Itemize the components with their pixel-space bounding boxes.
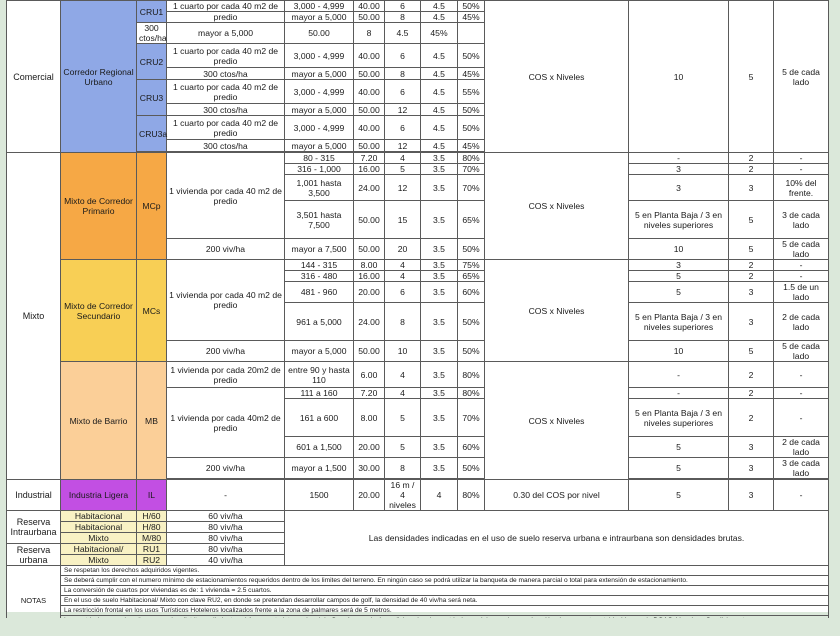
restriction-front-cell: 5 [629, 437, 729, 458]
density-cell: 200 viv/ha [167, 239, 285, 260]
restriction-front-cell: 5 [629, 480, 729, 511]
front-cell: 40.00 [354, 44, 385, 68]
note-line: Se deberá cumplir con el numero mínimo de estacionamientos requeridos dentro de los limites del terreno. En ningún caso se podrá utilizar la banqueta de manera parcial o total para extensión de estacionamiento. [61, 576, 829, 586]
table-row [7, 511, 829, 522]
height-cell: 3.5 [421, 175, 458, 201]
zone-mixto: Mixto [61, 533, 137, 544]
restriction-rear-cell: 2 [729, 399, 774, 437]
area-cell: 316 - 1,000 [285, 164, 354, 175]
levels-cell: 8 [385, 458, 421, 479]
area-cell: 481 - 960 [285, 282, 354, 303]
front-cell: 50.00 [354, 104, 385, 116]
height-cell: 3.5 [421, 164, 458, 175]
restriction-side-cell: 5 de cada lado [774, 1, 829, 153]
restriction-rear-cell: 2 [729, 362, 774, 388]
restriction-front-cell: 5 en Planta Baja / 3 en niveles superiores [629, 303, 729, 341]
restriction-side-cell: 5 de cada lado [774, 239, 829, 260]
levels-cell: 16 m / 4 niveles [385, 480, 421, 511]
restriction-front-cell: - [629, 153, 729, 164]
area-cell: 601 a 1,500 [285, 437, 354, 458]
levels-cell: 8 [385, 68, 421, 80]
zone-mixto-corredor-secundario: Mixto de Corredor Secundario [61, 260, 137, 362]
category-industrial: Industrial [7, 480, 61, 511]
zone-code: H/80 [137, 522, 167, 533]
levels-cell: 4 [385, 362, 421, 388]
zoning-table-sheet [6, 0, 828, 612]
area-cell: 111 a 160 [285, 388, 354, 399]
table-row [7, 596, 829, 606]
front-cell: 50.00 [354, 201, 385, 239]
front-cell: 30.00 [354, 458, 385, 479]
zone-mixto-barrio: Mixto de Barrio [61, 362, 137, 480]
density-cell: 1 cuarto por cada 40 m2 de predio [167, 116, 285, 140]
table-row [7, 260, 829, 271]
levels-cell: 20 [385, 239, 421, 260]
front-cell: 24.00 [354, 175, 385, 201]
density-cell: 200 viv/ha [167, 458, 285, 479]
cos-cell: 55% [458, 80, 485, 104]
table-row [7, 153, 829, 164]
restriction-side-cell: - [774, 260, 829, 271]
restriction-front-cell: 5 [629, 458, 729, 479]
restriction-rear-cell: 5 [729, 341, 774, 362]
cos-cell: 45% [458, 140, 485, 152]
levels-cell: 5 [385, 399, 421, 437]
restriction-side-cell: 3 de cada lado [774, 458, 829, 479]
zone-habitacional: Habitacional [61, 522, 137, 533]
restriction-front-cell: 5 [629, 271, 729, 282]
restriction-rear-cell: 2 [729, 388, 774, 399]
note-line: Se respetan los derechos adquiridos vigentes. [61, 566, 829, 576]
cos-cell: 80% [458, 388, 485, 399]
zoning-table [6, 0, 829, 636]
levels-cell: 6 [385, 44, 421, 68]
restriction-rear-cell: 2 [729, 271, 774, 282]
height-cell: 3.5 [421, 201, 458, 239]
cus-cell: COS x Niveles [485, 153, 629, 260]
front-cell: 7.20 [354, 388, 385, 399]
cus-cell: COS x Niveles [485, 260, 629, 362]
cos-cell: 50% [458, 239, 485, 260]
front-cell: 7.20 [354, 153, 385, 164]
cos-cell: 80% [458, 153, 485, 164]
front-cell: 16.00 [354, 271, 385, 282]
front-cell: 40.00 [354, 116, 385, 140]
front-cell: 50.00 [354, 68, 385, 80]
zone-code: MCp [137, 153, 167, 260]
levels-cell: 5 [385, 437, 421, 458]
cos-cell: 45% [421, 23, 458, 44]
zone-code: MB [137, 362, 167, 480]
levels-cell: 8 [354, 23, 385, 44]
height-cell: 4 [421, 480, 458, 511]
unit-code: CRU2 [137, 44, 167, 80]
density-cell: 300 ctos/ha [137, 23, 167, 44]
density-cell: 300 ctos/ha [167, 104, 285, 116]
area-cell: mayor a 5,000 [285, 341, 354, 362]
height-cell: 3.5 [421, 271, 458, 282]
height-cell: 4.5 [421, 80, 458, 104]
restriction-front-cell: 10 [629, 1, 729, 153]
note-line: En el uso de suelo Habitacional/ Mixto con clave RU2, en donde se pretendan desarrollar campos de golf, la densidad de 40 viv/ha será neta. [61, 596, 829, 606]
cos-cell: 60% [458, 282, 485, 303]
cos-cell: 50% [458, 341, 485, 362]
unit-code: CRU3a [137, 116, 167, 152]
cos-cell: 50% [458, 458, 485, 479]
levels-cell: 5 [385, 164, 421, 175]
levels-cell: 8 [385, 12, 421, 23]
height-cell: 3.5 [421, 153, 458, 164]
height-cell: 3.5 [421, 437, 458, 458]
zone-code: RU1 [137, 544, 167, 555]
cos-cell: 65% [458, 201, 485, 239]
levels-cell: 4 [385, 153, 421, 164]
restriction-rear-cell: 3 [729, 282, 774, 303]
cos-cell: 50% [458, 303, 485, 341]
density-cell: 1 vivienda por cada 40m2 de predio [167, 388, 285, 458]
restriction-front-cell: 10 [629, 341, 729, 362]
cos-cell: 70% [458, 164, 485, 175]
table-row [7, 606, 829, 616]
levels-cell: 12 [385, 175, 421, 201]
cus-cell: COS x Niveles [485, 362, 629, 480]
cos-cell: 50% [458, 104, 485, 116]
restriction-front-cell: - [629, 388, 729, 399]
cos-cell: 80% [458, 362, 485, 388]
zone-habitacional: Habitacional/ [61, 544, 137, 555]
height-cell: 4.5 [421, 1, 458, 12]
restriction-rear-cell: 5 [729, 201, 774, 239]
height-cell: 3.5 [421, 388, 458, 399]
cos-cell: 70% [458, 175, 485, 201]
density-cell: 80 viv/ha [167, 544, 285, 555]
area-cell: mayor a 5,000 [285, 140, 354, 152]
restriction-side-cell: 2 de cada lado [774, 303, 829, 341]
restriction-front-cell: 3 [629, 175, 729, 201]
front-cell: 50.00 [354, 12, 385, 23]
table-row [7, 480, 829, 511]
restriction-side-cell: - [774, 388, 829, 399]
front-cell: 50.00 [354, 140, 385, 152]
density-cell: 1 vivienda por cada 20m2 de predio [167, 362, 285, 388]
levels-cell: 12 [385, 140, 421, 152]
front-cell: 50.00 [354, 239, 385, 260]
restriction-rear-cell: 2 [729, 260, 774, 271]
levels-cell: 6 [385, 1, 421, 12]
zone-code: RU2 [137, 555, 167, 566]
density-cell: 1 cuarto por cada 40 m2 de [167, 1, 285, 12]
density-cell: 1 cuarto por cada 40 m2 de predio [167, 44, 285, 68]
levels-cell: 4 [385, 260, 421, 271]
area-cell: mayor a 5,000 [285, 68, 354, 80]
area-cell: 1,001 hasta 3,500 [285, 175, 354, 201]
density-cell: predio [167, 12, 285, 23]
category-mixto: Mixto [7, 153, 61, 480]
height-cell: 3.5 [421, 303, 458, 341]
restriction-front-cell: 3 [629, 164, 729, 175]
restriction-side-cell: - [774, 164, 829, 175]
restriction-side-cell: - [774, 271, 829, 282]
levels-cell: 4 [385, 271, 421, 282]
table-row [7, 1, 829, 12]
area-cell: 3,000 - 4,999 [285, 80, 354, 104]
front-cell: 50.00 [285, 23, 354, 44]
table-row [7, 362, 829, 388]
density-cell: 300 ctos/ha [167, 140, 285, 152]
notes-label: NOTAS [7, 566, 61, 636]
levels-cell: 10 [385, 341, 421, 362]
front-cell: 20.00 [354, 437, 385, 458]
levels-cell: 6 [385, 282, 421, 303]
category-reserva-urbana: Reserva urbana [7, 544, 61, 566]
area-cell: 80 - 315 [285, 153, 354, 164]
height-cell: 4.5 [421, 116, 458, 140]
area-cell: mayor a 5,000 [285, 104, 354, 116]
height-cell: 4.5 [421, 104, 458, 116]
height-cell: 3.5 [421, 282, 458, 303]
restriction-side-cell: 5 de cada lado [774, 341, 829, 362]
zone-habitacional: Habitacional [61, 511, 137, 522]
table-row [7, 566, 829, 576]
front-cell: 16.00 [354, 164, 385, 175]
restriction-front-cell: - [629, 362, 729, 388]
restriction-side-cell: 2 de cada lado [774, 437, 829, 458]
cos-cell: 65% [458, 271, 485, 282]
cos-cell: 60% [458, 437, 485, 458]
restriction-front-cell: 10 [629, 239, 729, 260]
restriction-front-cell: 3 [629, 260, 729, 271]
area-cell: 3,501 hasta 7,500 [285, 201, 354, 239]
zone-corredor-regional-urbano: Corredor Regional Urbano [61, 1, 137, 153]
restriction-rear-cell: 2 [729, 164, 774, 175]
area-cell: mayor a 7,500 [285, 239, 354, 260]
height-cell: 3.5 [421, 458, 458, 479]
front-cell: 8.00 [354, 399, 385, 437]
density-cell: 40 viv/ha [167, 555, 285, 566]
front-cell: 8.00 [354, 260, 385, 271]
area-cell: 3,000 - 4,999 [285, 44, 354, 68]
levels-cell: 15 [385, 201, 421, 239]
height-cell: 3.5 [421, 399, 458, 437]
restriction-rear-cell: 3 [729, 303, 774, 341]
levels-cell: 6 [385, 116, 421, 140]
restriction-rear-cell: 3 [729, 480, 774, 511]
density-cell: - [167, 480, 285, 511]
density-cell: 200 viv/ha [167, 341, 285, 362]
restriction-side-cell: - [774, 362, 829, 388]
levels-cell: 12 [385, 104, 421, 116]
density-cell: 80 viv/ha [167, 522, 285, 533]
area-cell: mayor a 5,000 [285, 12, 354, 23]
restriction-front-cell: 5 en Planta Baja / 3 en niveles superiores [629, 201, 729, 239]
area-cell: entre 90 y hasta 110 [285, 362, 354, 388]
cos-cell: 80% [458, 480, 485, 511]
height-cell: 3.5 [421, 239, 458, 260]
density-cell: 300 ctos/ha [167, 68, 285, 80]
cos-cell: 75% [458, 260, 485, 271]
table-row [7, 576, 829, 586]
height-cell: 3.5 [421, 260, 458, 271]
cus-cell: 0.30 del COS por nivel [485, 480, 629, 511]
front-cell: 6.00 [354, 362, 385, 388]
restriction-front-cell: 5 en Planta Baja / 3 en niveles superiores [629, 399, 729, 437]
restriction-side-cell: - [774, 399, 829, 437]
restriction-side-cell: - [774, 480, 829, 511]
height-cell: 3.5 [421, 341, 458, 362]
zone-code: IL [137, 480, 167, 511]
density-cell: 1 vivienda por cada 40 m2 de predio [167, 260, 285, 341]
front-cell: 40.00 [354, 1, 385, 12]
area-cell: 316 - 480 [285, 271, 354, 282]
area-cell: 1500 [285, 480, 354, 511]
restriction-rear-cell: 5 [729, 1, 774, 153]
levels-cell: 8 [385, 303, 421, 341]
height-cell: 4.5 [385, 23, 421, 44]
area-cell: 3,000 - 4,999 [285, 116, 354, 140]
restriction-side-cell: - [774, 153, 829, 164]
cos-cell: 70% [458, 399, 485, 437]
restriction-rear-cell: 5 [729, 239, 774, 260]
area-cell: mayor a 1,500 [285, 458, 354, 479]
note-line: La conversión de cuartos por viviendas es de: 1 vivienda = 2.5 cuartos. [61, 586, 829, 596]
area-cell: mayor a 5,000 [167, 23, 285, 44]
density-cell: 1 cuarto por cada 40 m2 de predio [167, 80, 285, 104]
note-line: La restricción frontal en los usos Turísticos Hoteleros localizados frente a la zona de palmares será de 5 metros. [61, 606, 829, 616]
height-cell: 3.5 [421, 362, 458, 388]
front-cell: 24.00 [354, 303, 385, 341]
area-cell: 161 a 600 [285, 399, 354, 437]
height-cell: 4.5 [421, 140, 458, 152]
height-cell: 4.5 [421, 44, 458, 68]
density-cell: 80 viv/ha [167, 533, 285, 544]
cos-cell: 45% [458, 68, 485, 80]
cos-cell: 50% [458, 44, 485, 68]
height-cell: 4.5 [421, 12, 458, 23]
restriction-rear-cell: 3 [729, 437, 774, 458]
area-cell: 961 a 5,000 [285, 303, 354, 341]
zone-mixto-corredor-primario: Mixto de Corredor Primario [61, 153, 137, 260]
restriction-rear-cell: 2 [729, 153, 774, 164]
density-cell: 60 viv/ha [167, 511, 285, 522]
zone-code: M/80 [137, 533, 167, 544]
levels-cell: 6 [385, 80, 421, 104]
category-comercial: Comercial [7, 1, 61, 153]
front-cell: 50.00 [354, 341, 385, 362]
front-cell: 20.00 [354, 282, 385, 303]
zone-code: H/60 [137, 511, 167, 522]
restriction-side-cell: 3 de cada lado [774, 201, 829, 239]
background-strip [0, 618, 840, 636]
restriction-side-cell: 1.5 de un lado [774, 282, 829, 303]
cos-cell: 45% [458, 12, 485, 23]
zone-industria-ligera: Industria Ligera [61, 480, 137, 511]
restriction-side-cell: 10% del frente. [774, 175, 829, 201]
cus-cell: COS x Niveles [485, 1, 629, 153]
reserva-density-note: Las densidades indicadas en el uso de suelo reserva urbana e intraurbana son densidades brutas. [285, 511, 829, 566]
density-cell: 1 vivienda por cada 40 m2 de predio [167, 153, 285, 239]
cos-cell: 50% [458, 1, 485, 12]
cos-cell: 50% [458, 116, 485, 140]
area-cell: 3,000 - 4,999 [285, 1, 354, 12]
area-cell: 144 - 315 [285, 260, 354, 271]
category-reserva-intraurbana: Reserva Intraurbana [7, 511, 61, 544]
levels-cell: 4 [385, 388, 421, 399]
zone-code: MCs [137, 260, 167, 362]
restriction-rear-cell: 3 [729, 458, 774, 479]
unit-code: CRU3 [137, 80, 167, 116]
restriction-front-cell: 5 [629, 282, 729, 303]
front-cell: 40.00 [354, 80, 385, 104]
zone-mixto: Mixto [61, 555, 137, 566]
height-cell: 4.5 [421, 68, 458, 80]
front-cell: 20.00 [354, 480, 385, 511]
table-row [7, 586, 829, 596]
unit-code: CRU1 [137, 1, 167, 23]
restriction-rear-cell: 3 [729, 175, 774, 201]
